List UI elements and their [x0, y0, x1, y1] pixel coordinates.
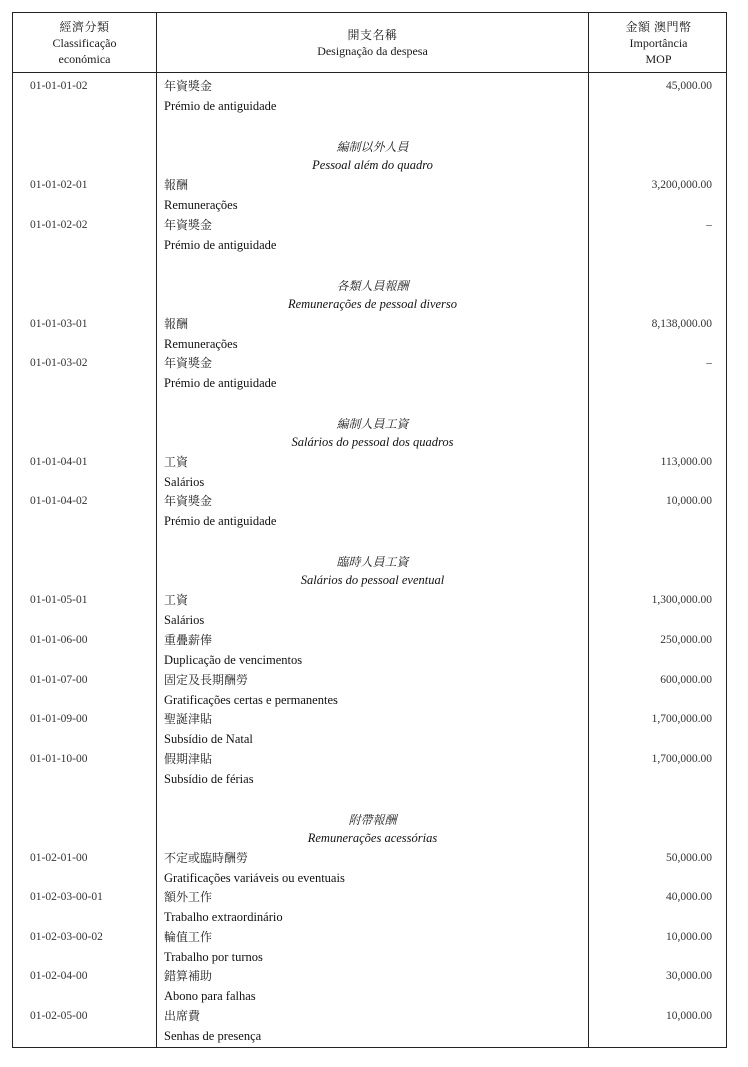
- row-desc-pt: Abono para falhas: [164, 989, 256, 1003]
- row-description: [164, 712, 253, 746]
- section-pt: Remunerações acessórias: [307, 831, 438, 845]
- section-zh: 臨時人員工資: [336, 555, 409, 569]
- section-pt: Remunerações de pessoal diverso: [287, 297, 458, 311]
- section-zh: 附帶報酬: [348, 813, 397, 827]
- row-description: [164, 673, 338, 707]
- row-code: 01-01-01-02: [30, 80, 88, 92]
- row-desc-pt: Duplicação de vencimentos: [164, 653, 303, 667]
- row-code: 01-01-04-01: [30, 456, 88, 468]
- column-divider-amount: [588, 13, 589, 1047]
- section-pt: Salários do pessoal eventual: [300, 573, 445, 587]
- row-desc-zh: 報酬: [164, 178, 189, 192]
- row-desc-pt: Trabalho por turnos: [164, 950, 263, 964]
- row-amount: 113,000.00: [660, 456, 712, 468]
- row-desc-zh: 聖誕津貼: [164, 712, 213, 726]
- row-code: 01-01-10-00: [30, 753, 88, 765]
- row-desc-pt: Remunerações: [164, 337, 238, 351]
- header-amount-zh: 金額 澳門幣: [625, 19, 692, 34]
- row-desc-zh: 年資獎金: [164, 356, 213, 370]
- row-description: [164, 890, 283, 924]
- row-amount: 10,000.00: [666, 1010, 712, 1022]
- row-description: [164, 633, 302, 667]
- row-amount: 250,000.00: [660, 634, 712, 646]
- row-description: [164, 178, 238, 212]
- row-desc-pt: Trabalho extraordinário: [164, 910, 283, 924]
- row-desc-pt: Salários: [164, 613, 205, 627]
- row-desc-zh: 年資獎金: [164, 218, 213, 232]
- row-code: 01-01-03-01: [30, 318, 88, 330]
- row-desc-pt: Salários: [164, 475, 205, 489]
- row-code: 01-01-09-00: [30, 713, 88, 725]
- row-desc-pt: Senhas de presença: [164, 1029, 262, 1043]
- row-amount: 600,000.00: [660, 674, 712, 686]
- row-desc-pt: Gratificações certas e permanentes: [164, 693, 338, 707]
- row-desc-pt: Subsídio de Natal: [164, 732, 253, 746]
- row-amount: 45,000.00: [666, 80, 712, 92]
- row-amount: 3,200,000.00: [651, 179, 712, 191]
- row-amount: 1,300,000.00: [651, 594, 712, 606]
- row-desc-zh: 額外工作: [164, 890, 213, 904]
- row-code: 01-02-05-00: [30, 1010, 88, 1022]
- row-description: [164, 1009, 261, 1043]
- header-amount-column: [589, 13, 728, 72]
- row-desc-zh: 工資: [164, 455, 189, 469]
- row-description: [164, 317, 238, 351]
- row-description: [164, 356, 276, 390]
- row-desc-pt: Prémio de antiguidade: [164, 376, 277, 390]
- row-desc-zh: 出席費: [164, 1009, 201, 1023]
- row-desc-pt: Prémio de antiguidade: [164, 514, 277, 528]
- header-description-column: [157, 13, 588, 72]
- header-desc-zh: 開支名稱: [347, 27, 398, 42]
- row-amount: 40,000.00: [666, 891, 712, 903]
- row-code: 01-01-03-02: [30, 357, 88, 369]
- section-heading: [157, 553, 588, 588]
- section-heading: [157, 277, 588, 312]
- row-description: [164, 494, 276, 528]
- section-zh: 編制以外人員: [336, 140, 409, 154]
- header-code-pt-line2: económica: [58, 51, 111, 66]
- header-amount-pt: Importância: [629, 35, 688, 50]
- section-zh: 編制人員工資: [336, 417, 409, 431]
- row-code: 01-02-01-00: [30, 852, 88, 864]
- row-description: [164, 218, 276, 252]
- row-desc-zh: 工資: [164, 593, 189, 607]
- row-desc-zh: 重疊薪俸: [164, 633, 213, 647]
- row-code: 01-02-04-00: [30, 970, 88, 982]
- row-amount: 1,700,000.00: [651, 713, 712, 725]
- row-description: [164, 79, 276, 113]
- header-rule: [13, 72, 726, 73]
- header-amount-currency: MOP: [645, 51, 672, 66]
- row-code: 01-01-02-02: [30, 219, 88, 231]
- row-description: [164, 969, 256, 1003]
- row-desc-zh: 錯算補助: [164, 969, 213, 983]
- header-code-zh: 經濟分類: [59, 19, 110, 34]
- row-description: [164, 851, 345, 885]
- row-desc-zh: 固定及長期酬勞: [164, 673, 249, 687]
- row-amount: –: [706, 357, 712, 369]
- row-desc-zh: 年資獎金: [164, 494, 213, 508]
- row-desc-zh: 假期津貼: [164, 752, 213, 766]
- row-code: 01-01-07-00: [30, 674, 88, 686]
- row-description: [164, 930, 263, 964]
- row-desc-pt: Prémio de antiguidade: [164, 238, 277, 252]
- row-code: 01-02-03-00-01: [30, 891, 103, 903]
- row-desc-pt: Remunerações: [164, 198, 238, 212]
- row-description: [164, 455, 204, 489]
- row-amount: 50,000.00: [666, 852, 712, 864]
- section-heading: [157, 415, 588, 450]
- section-pt: Salários do pessoal dos quadros: [291, 435, 454, 449]
- row-description: [164, 752, 254, 786]
- header-code-pt-line1: Classificação: [52, 35, 117, 50]
- row-amount: –: [706, 219, 712, 231]
- section-heading: [157, 138, 588, 173]
- section-zh: 各類人員報酬: [336, 279, 409, 293]
- header-desc-pt: Designação da despesa: [317, 43, 428, 58]
- row-code: 01-01-06-00: [30, 634, 88, 646]
- row-code: 01-01-04-02: [30, 495, 88, 507]
- row-code: 01-02-03-00-02: [30, 931, 103, 943]
- header-code-column: [13, 13, 156, 72]
- row-amount: 8,138,000.00: [651, 318, 712, 330]
- row-amount: 30,000.00: [666, 970, 712, 982]
- section-pt: Pessoal além do quadro: [312, 158, 433, 172]
- row-amount: 10,000.00: [666, 931, 712, 943]
- row-desc-zh: 年資獎金: [164, 79, 213, 93]
- section-heading: [157, 811, 588, 846]
- row-desc-zh: 不定或臨時酬勞: [164, 851, 249, 865]
- row-desc-pt: Subsídio de férias: [164, 772, 254, 786]
- row-amount: 1,700,000.00: [651, 753, 712, 765]
- row-amount: 10,000.00: [666, 495, 712, 507]
- row-desc-pt: Gratificações variáveis ou eventuais: [164, 871, 345, 885]
- row-description: [164, 593, 204, 627]
- row-code: 01-01-05-01: [30, 594, 88, 606]
- row-desc-zh: 輪值工作: [164, 930, 213, 944]
- row-code: 01-01-02-01: [30, 179, 88, 191]
- row-desc-pt: Prémio de antiguidade: [164, 99, 277, 113]
- budget-table: [12, 12, 727, 1048]
- row-desc-zh: 報酬: [164, 317, 189, 331]
